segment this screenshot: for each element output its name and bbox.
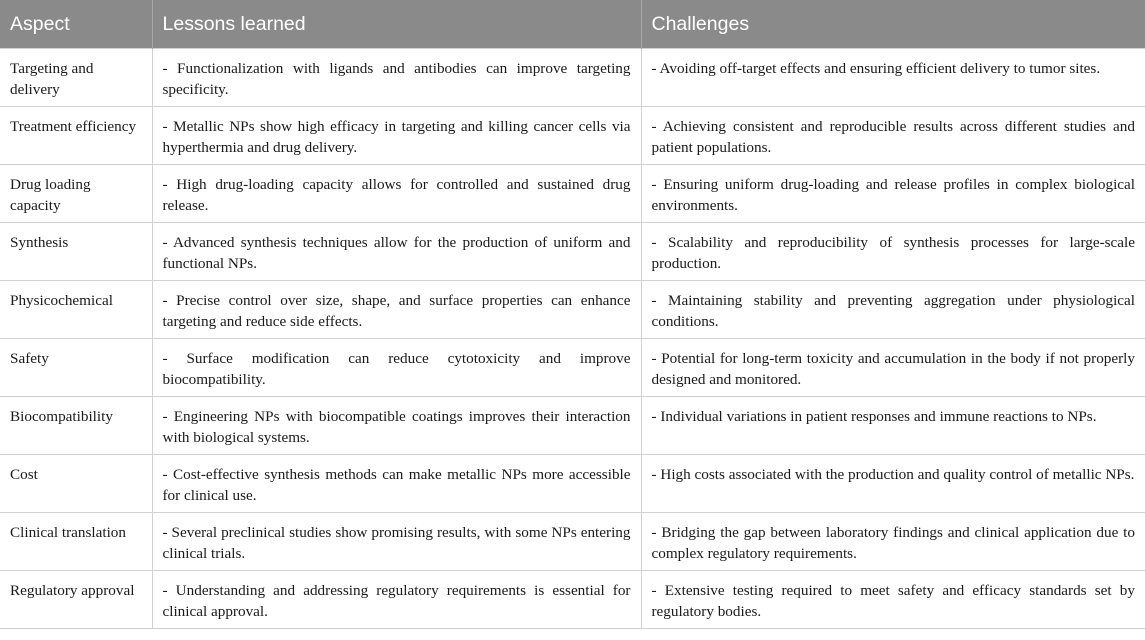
aspect-cell: Targeting and delivery [0,49,152,107]
header-row [0,0,1145,49]
aspect-cell: Clinical translation [0,513,152,571]
table-row [0,165,1145,223]
challenge-cell: - Individual variations in patient responses and immune reactions to NPs. [641,397,1145,455]
aspect-cell: Regulatory approval [0,571,152,629]
lesson-cell: - Functionalization with ligands and antibodies can improve targeting specificity. [152,49,641,107]
challenge-cell: - Achieving consistent and reproducible results across different studies and patient populations. [641,107,1145,165]
table-row [0,455,1145,513]
table-row [0,339,1145,397]
aspect-cell: Drug loading capacity [0,165,152,223]
lesson-cell: - Advanced synthesis techniques allow for the production of uniform and functional NPs. [152,223,641,281]
table-row [0,397,1145,455]
lesson-cell: - Cost-effective synthesis methods can make metallic NPs more accessible for clinical use. [152,455,641,513]
aspect-cell: Safety [0,339,152,397]
table-row [0,281,1145,339]
lesson-cell: - Engineering NPs with biocompatible coatings improves their interaction with biological systems. [152,397,641,455]
aspect-cell: Synthesis [0,223,152,281]
header-challenges: Challenges [641,0,1145,49]
header-aspect: Aspect [0,0,152,49]
aspect-cell: Treatment efficiency [0,107,152,165]
challenge-cell: - Ensuring uniform drug-loading and release profiles in complex biological environments. [641,165,1145,223]
aspect-cell: Cost [0,455,152,513]
lesson-cell: - Precise control over size, shape, and surface properties can enhance targeting and reduce side effects. [152,281,641,339]
challenge-cell: - Extensive testing required to meet safety and efficacy standards set by regulatory bodies. [641,571,1145,629]
lesson-cell: - High drug-loading capacity allows for controlled and sustained drug release. [152,165,641,223]
lesson-cell: - Several preclinical studies show promising results, with some NPs entering clinical trials. [152,513,641,571]
table-header [0,0,1145,49]
challenge-cell: - High costs associated with the production and quality control of metallic NPs. [641,455,1145,513]
challenge-cell: - Potential for long-term toxicity and accumulation in the body if not properly designed and monitored. [641,339,1145,397]
table-row [0,49,1145,107]
aspect-cell: Biocompatibility [0,397,152,455]
challenge-cell: - Bridging the gap between laboratory findings and clinical application due to complex regulatory requirements. [641,513,1145,571]
table-body [0,49,1145,629]
header-lessons-learned: Lessons learned [152,0,641,49]
challenge-cell: - Scalability and reproducibility of synthesis processes for large-scale production. [641,223,1145,281]
lesson-cell: - Metallic NPs show high efficacy in targeting and killing cancer cells via hyperthermia and drug delivery. [152,107,641,165]
aspect-cell: Physicochemical [0,281,152,339]
challenge-cell: - Avoiding off-target effects and ensuring efficient delivery to tumor sites. [641,49,1145,107]
lesson-cell: - Understanding and addressing regulatory requirements is essential for clinical approval. [152,571,641,629]
lesson-cell: - Surface modification can reduce cytotoxicity and improve biocompatibility. [152,339,641,397]
table-row [0,571,1145,629]
table-row [0,513,1145,571]
challenge-cell: - Maintaining stability and preventing aggregation under physiological conditions. [641,281,1145,339]
table-row [0,107,1145,165]
table-row [0,223,1145,281]
